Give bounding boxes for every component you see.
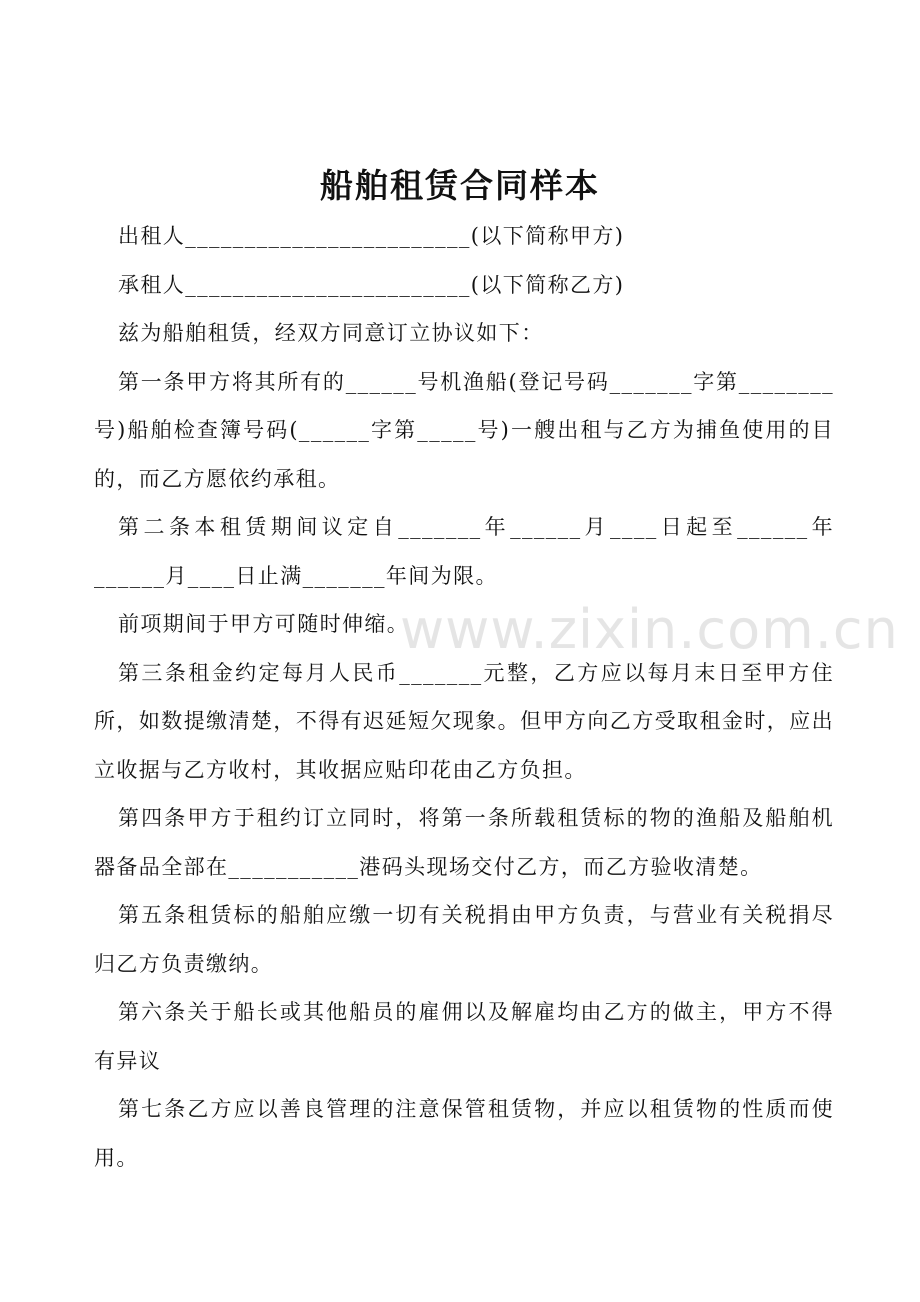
paragraph-lessor: 出租人________________________(以下简称甲方) <box>118 224 625 248</box>
document-title: 船舶租赁合同样本 <box>320 166 600 205</box>
paragraph-article-2-note: 前项期间于甲方可随时伸缩。 <box>118 612 410 636</box>
document-body <box>94 212 834 1182</box>
paragraph-article-5: 第五条租赁标的船舶应缴一切有关税捐由甲方负责，与营业有关税捐尽归乙方负责缴纳。 <box>94 903 834 976</box>
paragraph-article-6: 第六条关于船长或其他船员的雇佣以及解雇均由乙方的做主，甲方不得有异议 <box>94 1000 834 1073</box>
paragraph-lessee: 承租人________________________(以下简称乙方) <box>118 272 625 297</box>
paragraph-article-3: 第三条租金约定每月人民币_______元整，乙方应以每月末日至甲方住所，如数提缴清楚，不得有迟延短欠现象。但甲方向乙方受取租金时，应出立收据与乙方收村，其收据应贴印花由乙方负担。 <box>94 660 834 782</box>
paragraph-article-7: 第七条乙方应以善良管理的注意保管租赁物，并应以租赁物的性质而使用。 <box>94 1097 834 1170</box>
paragraph-article-4: 第四条甲方于租约订立同时，将第一条所载租赁标的物的渔船及船舶机器备品全部在___________港码头现场交付乙方，而乙方验收清楚。 <box>94 806 834 879</box>
paragraph-article-1: 第一条甲方将其所有的______号机渔船(登记号码_______字第________号)船舶检查簿号码(______字第_____号)一艘出租与乙方为捕鱼使用的目的，而乙方愿依约承租。 <box>94 369 834 491</box>
paragraph-article-2: 第二条本租赁期间议定自_______年______月____日起至______年______月____日止满_______年间为限。 <box>94 515 834 588</box>
paragraph-preamble: 兹为船舶租赁，经双方同意订立协议如下： <box>118 321 544 345</box>
watermark: www.zixin.com.cn <box>400 598 899 661</box>
